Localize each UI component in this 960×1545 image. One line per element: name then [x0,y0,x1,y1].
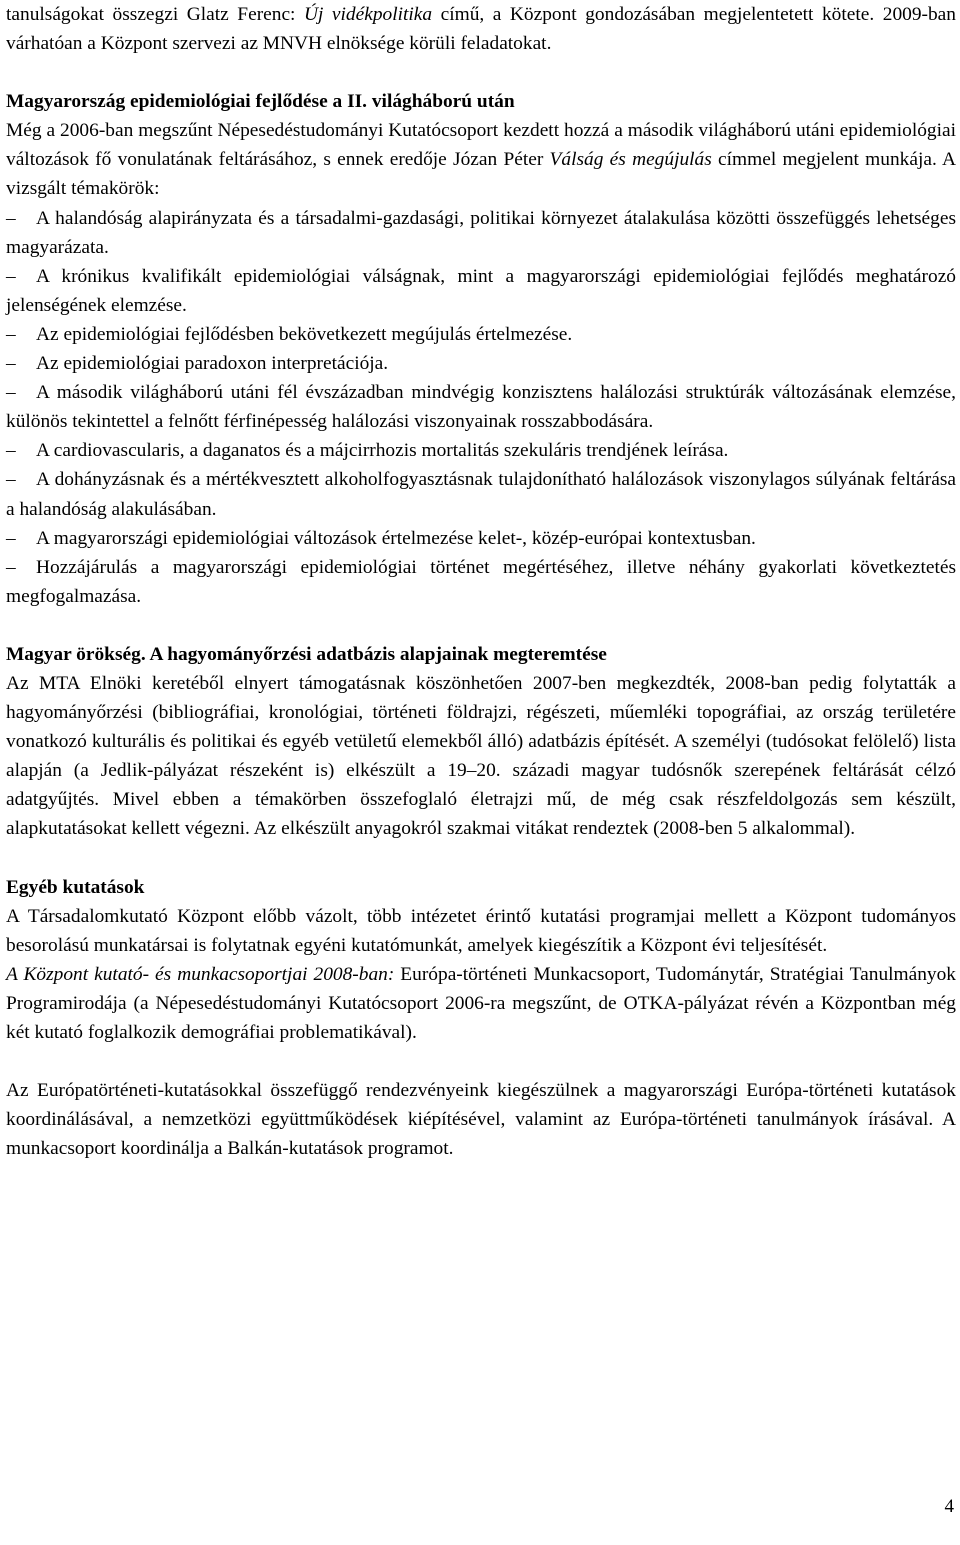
epidemiology-text-b: címmel megjelent munkája. A vizsgált témakörök: [6,149,956,200]
intro-text-a: tanulságokat összegzi Glatz Ferenc: [6,4,304,25]
intro-text-b: című, a Központ gondozásában megjelentetett kötete. 2009-ban várhatóan a Központ szervezi az MNVH elnöksége körüli feladatokat. [6,4,956,55]
spacer [6,611,956,640]
document-page [6,0,956,1163]
topic-list-item-text: Az epidemiológiai fejlődésben bekövetkezett megújulás értelmezése. [36,323,573,345]
book-title: Új vidékpolitika [304,4,433,25]
topic-list-item-text: Az epidemiológiai paradoxon interpretációja. [36,353,389,375]
section-heading-heritage: Magyar örökség. A hagyományőrzési adatbázis alapjainak megteremtése [6,643,607,665]
epidemiology-paragraph [6,116,956,203]
topic-list-item [6,436,956,465]
section-heading-other-research: Egyéb kutatások [6,876,145,898]
topic-list-item [6,465,956,523]
topic-list-item [6,204,956,262]
topic-list-item-text: A dohányzásnak és a mértékvesztett alkoholfogyasztásnak tulajdonítható halálozások viszonylagos súlyának feltárása a halandóság alakulásában. [6,469,956,520]
topic-list-item [6,349,956,378]
list-dash: – [6,440,16,462]
research-groups-paragraph [6,960,956,1047]
research-groups-text: Európa-történeti Munkacsoport, Tudománytár, Stratégiai Tanulmányok Programirodája (a Népesedéstudományi Kutatócsoport 2006-ra megszűnt, de OTKA-pályázat révén a Központban még két kutató foglalkozik demográfiai problematikával). [6,963,957,1043]
topic-list-item-text: A cardiovascularis, a daganatos és a májcirrhozis mortalitás szekuláris trendjének leírása. [36,440,729,462]
spacer [6,58,956,87]
list-dash: – [6,556,16,578]
work-title: Válság és megújulás [549,149,712,171]
topic-list-item-text: A halandóság alapirányzata és a társadalmi-gazdasági, politikai környezet átalakulása közötti összefüggés lehetséges magyarázata. [6,207,956,258]
spacer [6,844,956,873]
topic-list-item [6,378,956,436]
list-dash: – [6,207,16,229]
epidemiology-text-a: Még a 2006-ban megszűnt Népesedéstudományi Kutatócsoport kezdett hozzá a második világháború utáni epidemiológiai változások fő vonulatának feltárásához, s ennek eredője Józan Péter [6,120,956,171]
topic-list-item-text: A magyarországi epidemiológiai változások értelmezése kelet-, közép-európai kontextusban. [36,527,756,549]
heritage-paragraph: Az MTA Elnöki keretéből elnyert támogatásnak köszönhetően 2007-ben megkezdték, 2008-ban pedig folytatták a hagyományőrzési (bibliográfiai, kronológiai, történeti földrajzi, régészeti, műemléki topográfiai, az ország területére vonatkozó kulturális és politikai és egyéb vetületű elemekből álló) adatbázis építését. A személyi (tudósokat felölelő) lista alapján (a Jedlik-pályázat részeként is) elkészült a 19–20. századi magyar tudósnők szerepének feltárását célzó adatgyűjtés. Mivel ebben a témakörben összefoglaló életrajzi mű, de még csak részfeldolgozás sem készült, alapkutatásokat kellett végezni. Az elkészült anyagokról szakmai vitákat rendeztek (2008-ben 5 alkalommal). [6,672,956,840]
spacer [6,1047,956,1076]
topic-list-item [6,320,956,349]
section-heading-epidemiology: Magyarország epidemiológiai fejlődése a II. világháború után [6,91,515,113]
topic-list-item [6,524,956,553]
list-dash: – [6,353,16,375]
list-dash: – [6,265,16,287]
topic-list-item [6,553,956,611]
list-dash: – [6,382,16,404]
other-research-paragraph: A Társadalomkutató Központ előbb vázolt, több intézetet érintő kutatási programjai mellett a Központ tudományos besorolású munkatársai is folytatnak egyéni kutatómunkát, amelyek kiegészítik a Központ évi teljesítését. [6,905,956,956]
research-groups-label: A Központ kutató- és munkacsoportjai 2008-ban: [6,963,395,985]
topic-list [6,204,956,611]
page-number: 4 [944,1496,954,1517]
europe-history-paragraph: Az Európatörténeti-kutatásokkal összefüggő rendezvényeink kiegészülnek a magyarországi Európa-történeti kutatások koordinálásával, a nemzetközi együttműködések kiépítésével, valamint az Európa-történeti tanulmányok írásával. A munkacsoport koordinálja a Balkán-kutatások programot. [6,1080,956,1160]
intro-paragraph [6,0,956,58]
list-dash: – [6,469,16,491]
topic-list-item-text: Hozzájárulás a magyarországi epidemiológiai történet megértéséhez, illetve néhány gyakorlati következtetés megfogalmazása. [6,556,956,607]
topic-list-item-text: A krónikus kvalifikált epidemiológiai válságnak, mint a magyarországi epidemiológiai fejlődés meghatározó jelenségének elemzése. [6,265,956,316]
list-dash: – [6,527,16,549]
topic-list-item-text: A második világháború utáni fél évszázadban mindvégig konzisztens halálozási struktúrák változásának elemzése, különös tekintettel a felnőtt férfinépesség halálozási viszonyainak rosszabbodására. [6,382,956,433]
list-dash: – [6,323,16,345]
topic-list-item [6,262,956,320]
